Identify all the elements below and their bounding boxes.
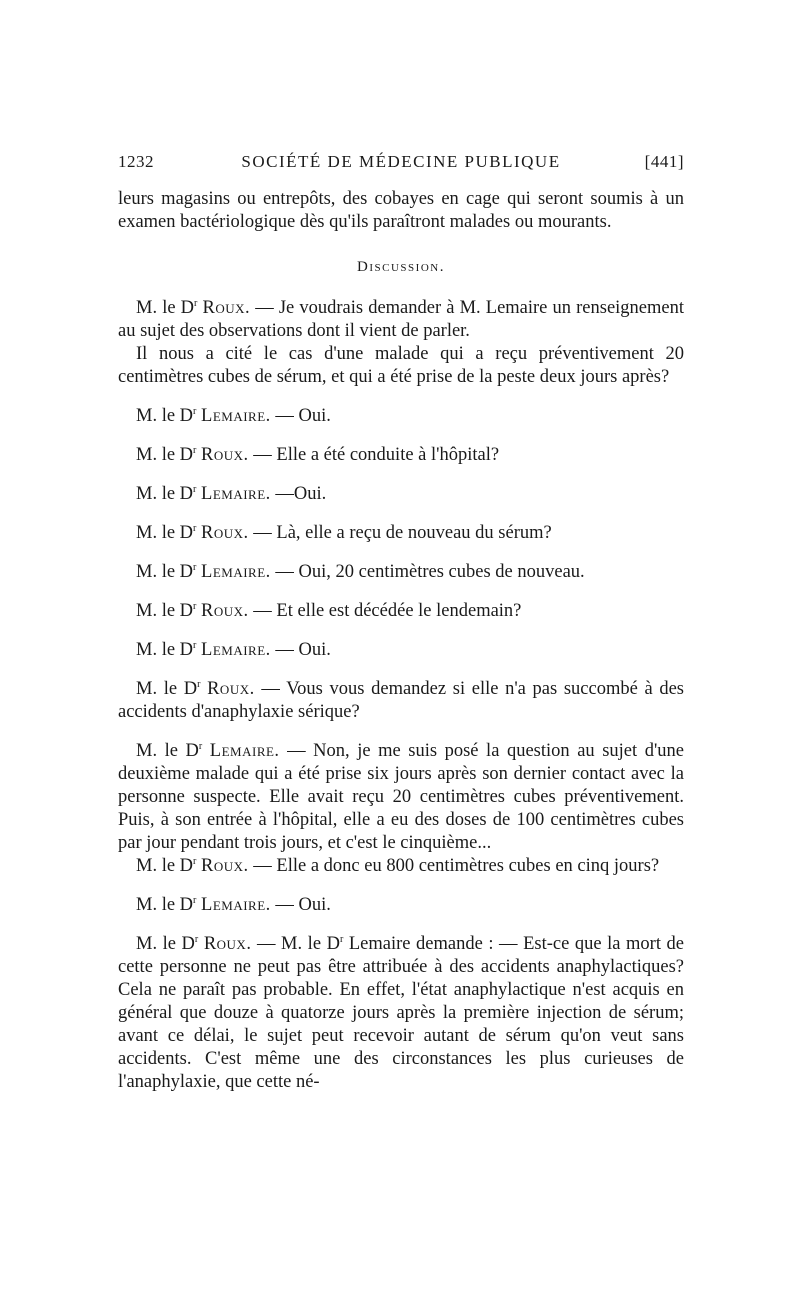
- turn-text: — Et elle est décédée le lendemain?: [248, 601, 522, 621]
- dialogue-continuation: [118, 343, 684, 389]
- prefix-sup: r: [193, 639, 197, 651]
- running-header: [118, 152, 684, 176]
- bracket-number: [441]: [644, 152, 684, 171]
- prefix-sup: r: [193, 405, 197, 417]
- turn-text: — Oui, 20 centimètres cubes de nouveau.: [270, 562, 585, 582]
- dialogue-turn: [118, 855, 684, 878]
- speaker-name: Lemaire.: [201, 640, 271, 660]
- dialogue-turn: [118, 297, 684, 343]
- speaker-name: Roux.: [201, 445, 249, 465]
- turn-text: — Non, je me suis posé la question au sujet d'une deuxième malade qui a été prise six jours après son dernier contact avec la personne suspecte. Elle avait reçu 20 centimètres cubes préventivement. Puis, à son entrée à l'hôpital, elle a eu des doses de 100 centimètres cubes par jour pendant trois jours, et c'est le cinquième...: [118, 741, 685, 853]
- speaker-name: Lemaire.: [209, 741, 280, 761]
- prefix-sup: r: [194, 933, 199, 945]
- prefix-sup: r: [193, 444, 197, 456]
- speaker-prefix: M. le D: [136, 741, 199, 761]
- dialogue-turn: [118, 522, 684, 545]
- turn-text: — M. le D: [251, 934, 340, 954]
- prefix-sup: r: [193, 522, 197, 534]
- speaker-prefix: M. le D: [136, 601, 194, 621]
- section-title: Discussion.: [357, 259, 445, 275]
- page-body: [118, 188, 684, 1110]
- dialogue-turn: [118, 600, 684, 623]
- speaker-prefix: M. le D: [136, 484, 194, 504]
- dialogue-turn: [118, 678, 684, 724]
- lead-paragraph: leurs magasins ou entrepôts, des cobayes en cage qui seront soumis à un examen bactériologique dès qu'ils paraîtront malades ou mourants.: [118, 189, 684, 232]
- speaker-name: Roux.: [201, 523, 249, 543]
- speaker-name: Roux.: [203, 934, 252, 954]
- speaker-prefix: M. le D: [136, 895, 194, 915]
- dialogue-turn: [118, 933, 684, 1094]
- running-title: SOCIÉTÉ DE MÉDECINE PUBLIQUE: [241, 152, 561, 171]
- speaker-prefix: M. le D: [136, 934, 195, 954]
- speaker-prefix: M. le D: [136, 445, 194, 465]
- prefix-sup: r: [193, 483, 197, 495]
- speaker-name: Roux.: [202, 298, 251, 318]
- speaker-name: Roux.: [207, 679, 255, 699]
- speaker-prefix: M. le D: [136, 856, 194, 876]
- dialogue-turn: [118, 740, 684, 855]
- speaker-prefix: M. le D: [136, 406, 194, 426]
- turn-text: Il nous a cité le cas d'une malade qui a reçu préventivement 20 centimètres cubes de sérum, et qui a été prise de la peste deux jours après?: [118, 344, 684, 387]
- speaker-name: Lemaire.: [201, 562, 271, 582]
- turn-text: — Là, elle a reçu de nouveau du sérum?: [248, 523, 552, 543]
- turn-text: — Je voudrais demander à M. Lemaire un renseignement au sujet des observations dont il vient de parler.: [118, 298, 684, 341]
- prefix-sup: r: [197, 678, 201, 690]
- turn-text: — Oui.: [270, 895, 331, 915]
- dialogue-turn: [118, 639, 684, 662]
- dialogue-turn: [118, 444, 684, 467]
- dialogue-turn: [118, 483, 684, 506]
- speaker-name: Lemaire.: [201, 406, 271, 426]
- page-number: 1232: [118, 152, 154, 171]
- prefix-sup: r: [193, 600, 197, 612]
- speaker-prefix: M. le D: [136, 562, 194, 582]
- turn-text: — Vous vous demandez si elle n'a pas succombé à des accidents d'anaphylaxie sérique?: [118, 679, 684, 722]
- speaker-name: Lemaire.: [201, 484, 271, 504]
- speaker-prefix: M. le D: [136, 298, 195, 318]
- turn-text: — Oui.: [270, 640, 331, 660]
- prefix-sup: r: [198, 740, 203, 752]
- speaker-prefix: M. le D: [136, 523, 194, 543]
- speaker-prefix: M. le D: [136, 679, 198, 699]
- prefix-sup: r: [193, 855, 197, 867]
- dialogue-turn: [118, 561, 684, 584]
- speaker-name: Roux.: [201, 601, 249, 621]
- speaker-name: Roux.: [201, 856, 249, 876]
- turn-text: — Elle a donc eu 800 centimètres cubes en cinq jours?: [248, 856, 660, 876]
- speaker-prefix: M. le D: [136, 640, 194, 660]
- text-sup: r: [339, 933, 344, 945]
- prefix-sup: r: [193, 894, 197, 906]
- dialogue-turn: [118, 894, 684, 917]
- turn-text: — Elle a été conduite à l'hôpital?: [248, 445, 500, 465]
- prefix-sup: r: [193, 561, 197, 573]
- turn-text: — Oui.: [270, 406, 331, 426]
- dialogue-turn: [118, 405, 684, 428]
- turn-text: —Oui.: [270, 484, 327, 504]
- prefix-sup: r: [194, 297, 198, 309]
- speaker-name: Lemaire.: [201, 895, 271, 915]
- turn-text-continued: Lemaire demande : — Est-ce que la mort de cette personne ne peut pas être attribuée à des accidents anaphylactiques? Cela ne paraît pas probable. En effet, l'état anaphylactique n'est acquis en général que douze à quatorze jours après la première injection de sérum; avant ce délai, le sujet peut recevoir autant de sérum qu'on veut sans accidents. C'est même une des circonstances les plus curieuses de l'anaphylaxie, que cette né-: [118, 934, 684, 1092]
